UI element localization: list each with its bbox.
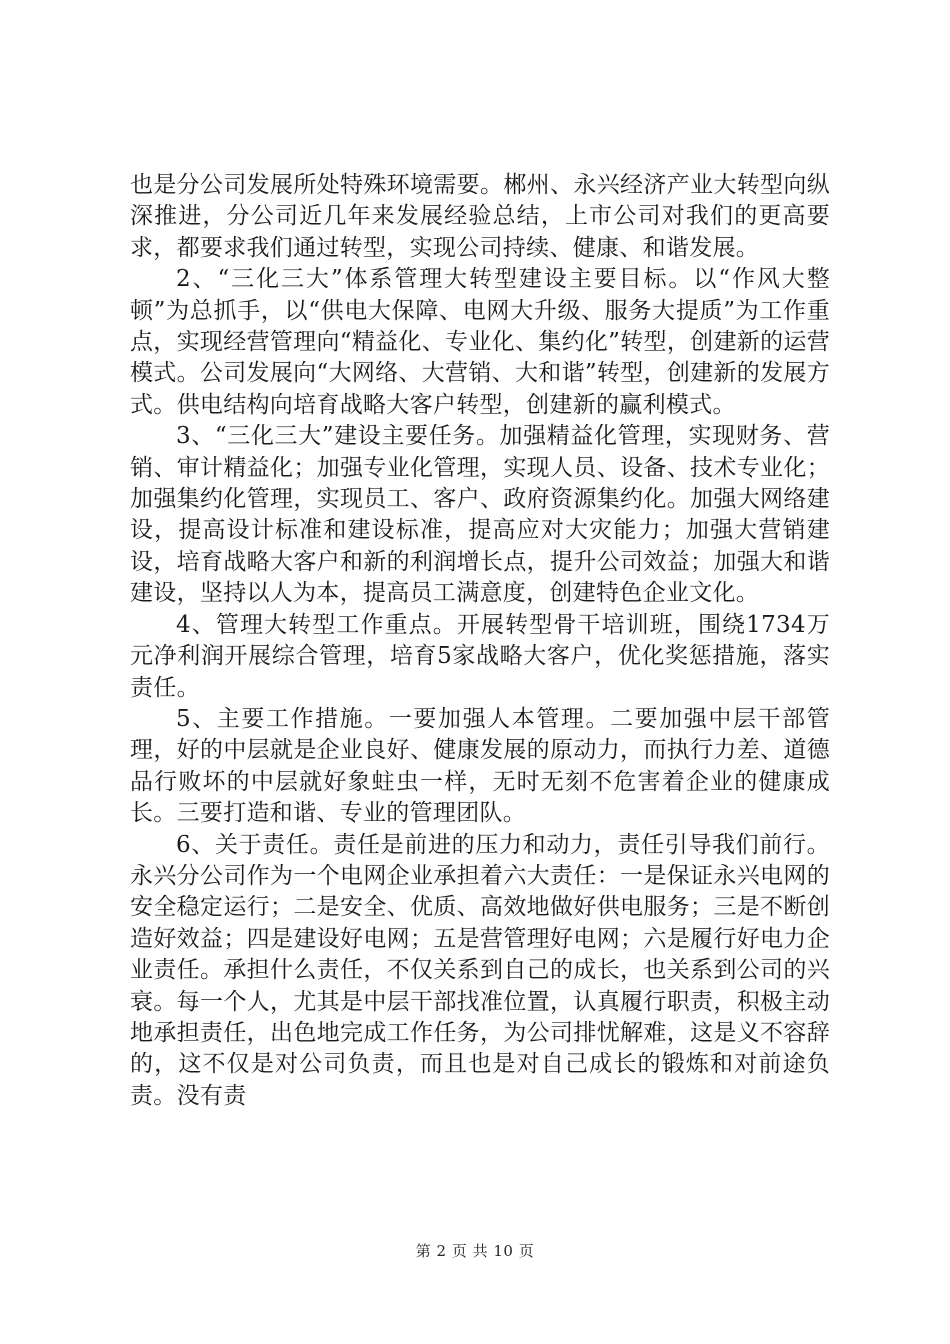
page-number-footer: 第 2 页 共 10 页	[415, 1242, 535, 1260]
paragraph-continuation: 也是分公司发展所处特殊环境需要。郴州、永兴经济产业大转型向纵深推进，分公司近几年来发展经验总结，上市公司对我们的更高要求，都要求我们通过转型，实现公司持续、健康、和谐发展。	[130, 172, 830, 261]
paragraph-work-measures: 5、主要工作措施。一要加强人本管理。二要加强中层干部管理，好的中层就是企业良好、健康发展的原动力，而执行力差、道德品行败坏的中层就好象蛀虫一样，无时无刻不危害着企业的健康成长。三要打造和谐、专业的管理团队。	[130, 705, 830, 827]
paragraph-main-tasks: 3、“三化三大”建设主要任务。加强精益化管理，实现财务、营销、审计精益化；加强专业化管理，实现人员、设备、技术专业化；加强集约化管理，实现员工、客户、政府资源集约化。加强大网络建设，提高设计标准和建设标准，提高应对大灾能力；加强大营销建设，培育战略大客户和新的利润增长点，提升公司效益；加强大和谐建设，坚持以人为本，提高员工满意度，创建特色企业文化。	[130, 423, 830, 607]
paragraph-responsibility: 6、关于责任。责任是前进的压力和动力，责任引导我们前行。永兴分公司作为一个电网企业承担着六大责任：一是保证永兴电网的安全稳定运行；二是安全、优质、高效地做好供电服务；三是不断创造好效益；四是建设好电网；五是营管理好电网；六是履行好电力企业责任。承担什么责任，不仅关系到自己的成长，也关系到公司的兴衰。每一个人，尤其是中层干部找准位置，认真履行职责，积极主动地承担责任，出色地完成工作任务，为公司排忧解难，这是义不容辞的，这不仅是对公司负责，而且也是对自己成长的锻炼和对前途负责。没有责	[130, 831, 830, 1109]
paragraph-main-goals: 2、“三化三大”体系管理大转型建设主要目标。以“作风大整顿”为总抓手，以“供电大保障、电网大升级、服务大提质”为工作重点，实现经营管理向“精益化、专业化、集约化”转型，创建新的运营模式。公司发展向“大网络、大营销、大和谐”转型，创建新的发展方式。供电结构向培育战略大客户转型，创建新的赢利模式。	[130, 266, 830, 418]
paragraph-work-focus: 4、管理大转型工作重点。开展转型骨干培训班，围绕1734万元净利润开展综合管理，培育5家战略大客户，优化奖惩措施，落实责任。	[130, 611, 830, 701]
document-body	[130, 170, 830, 1112]
